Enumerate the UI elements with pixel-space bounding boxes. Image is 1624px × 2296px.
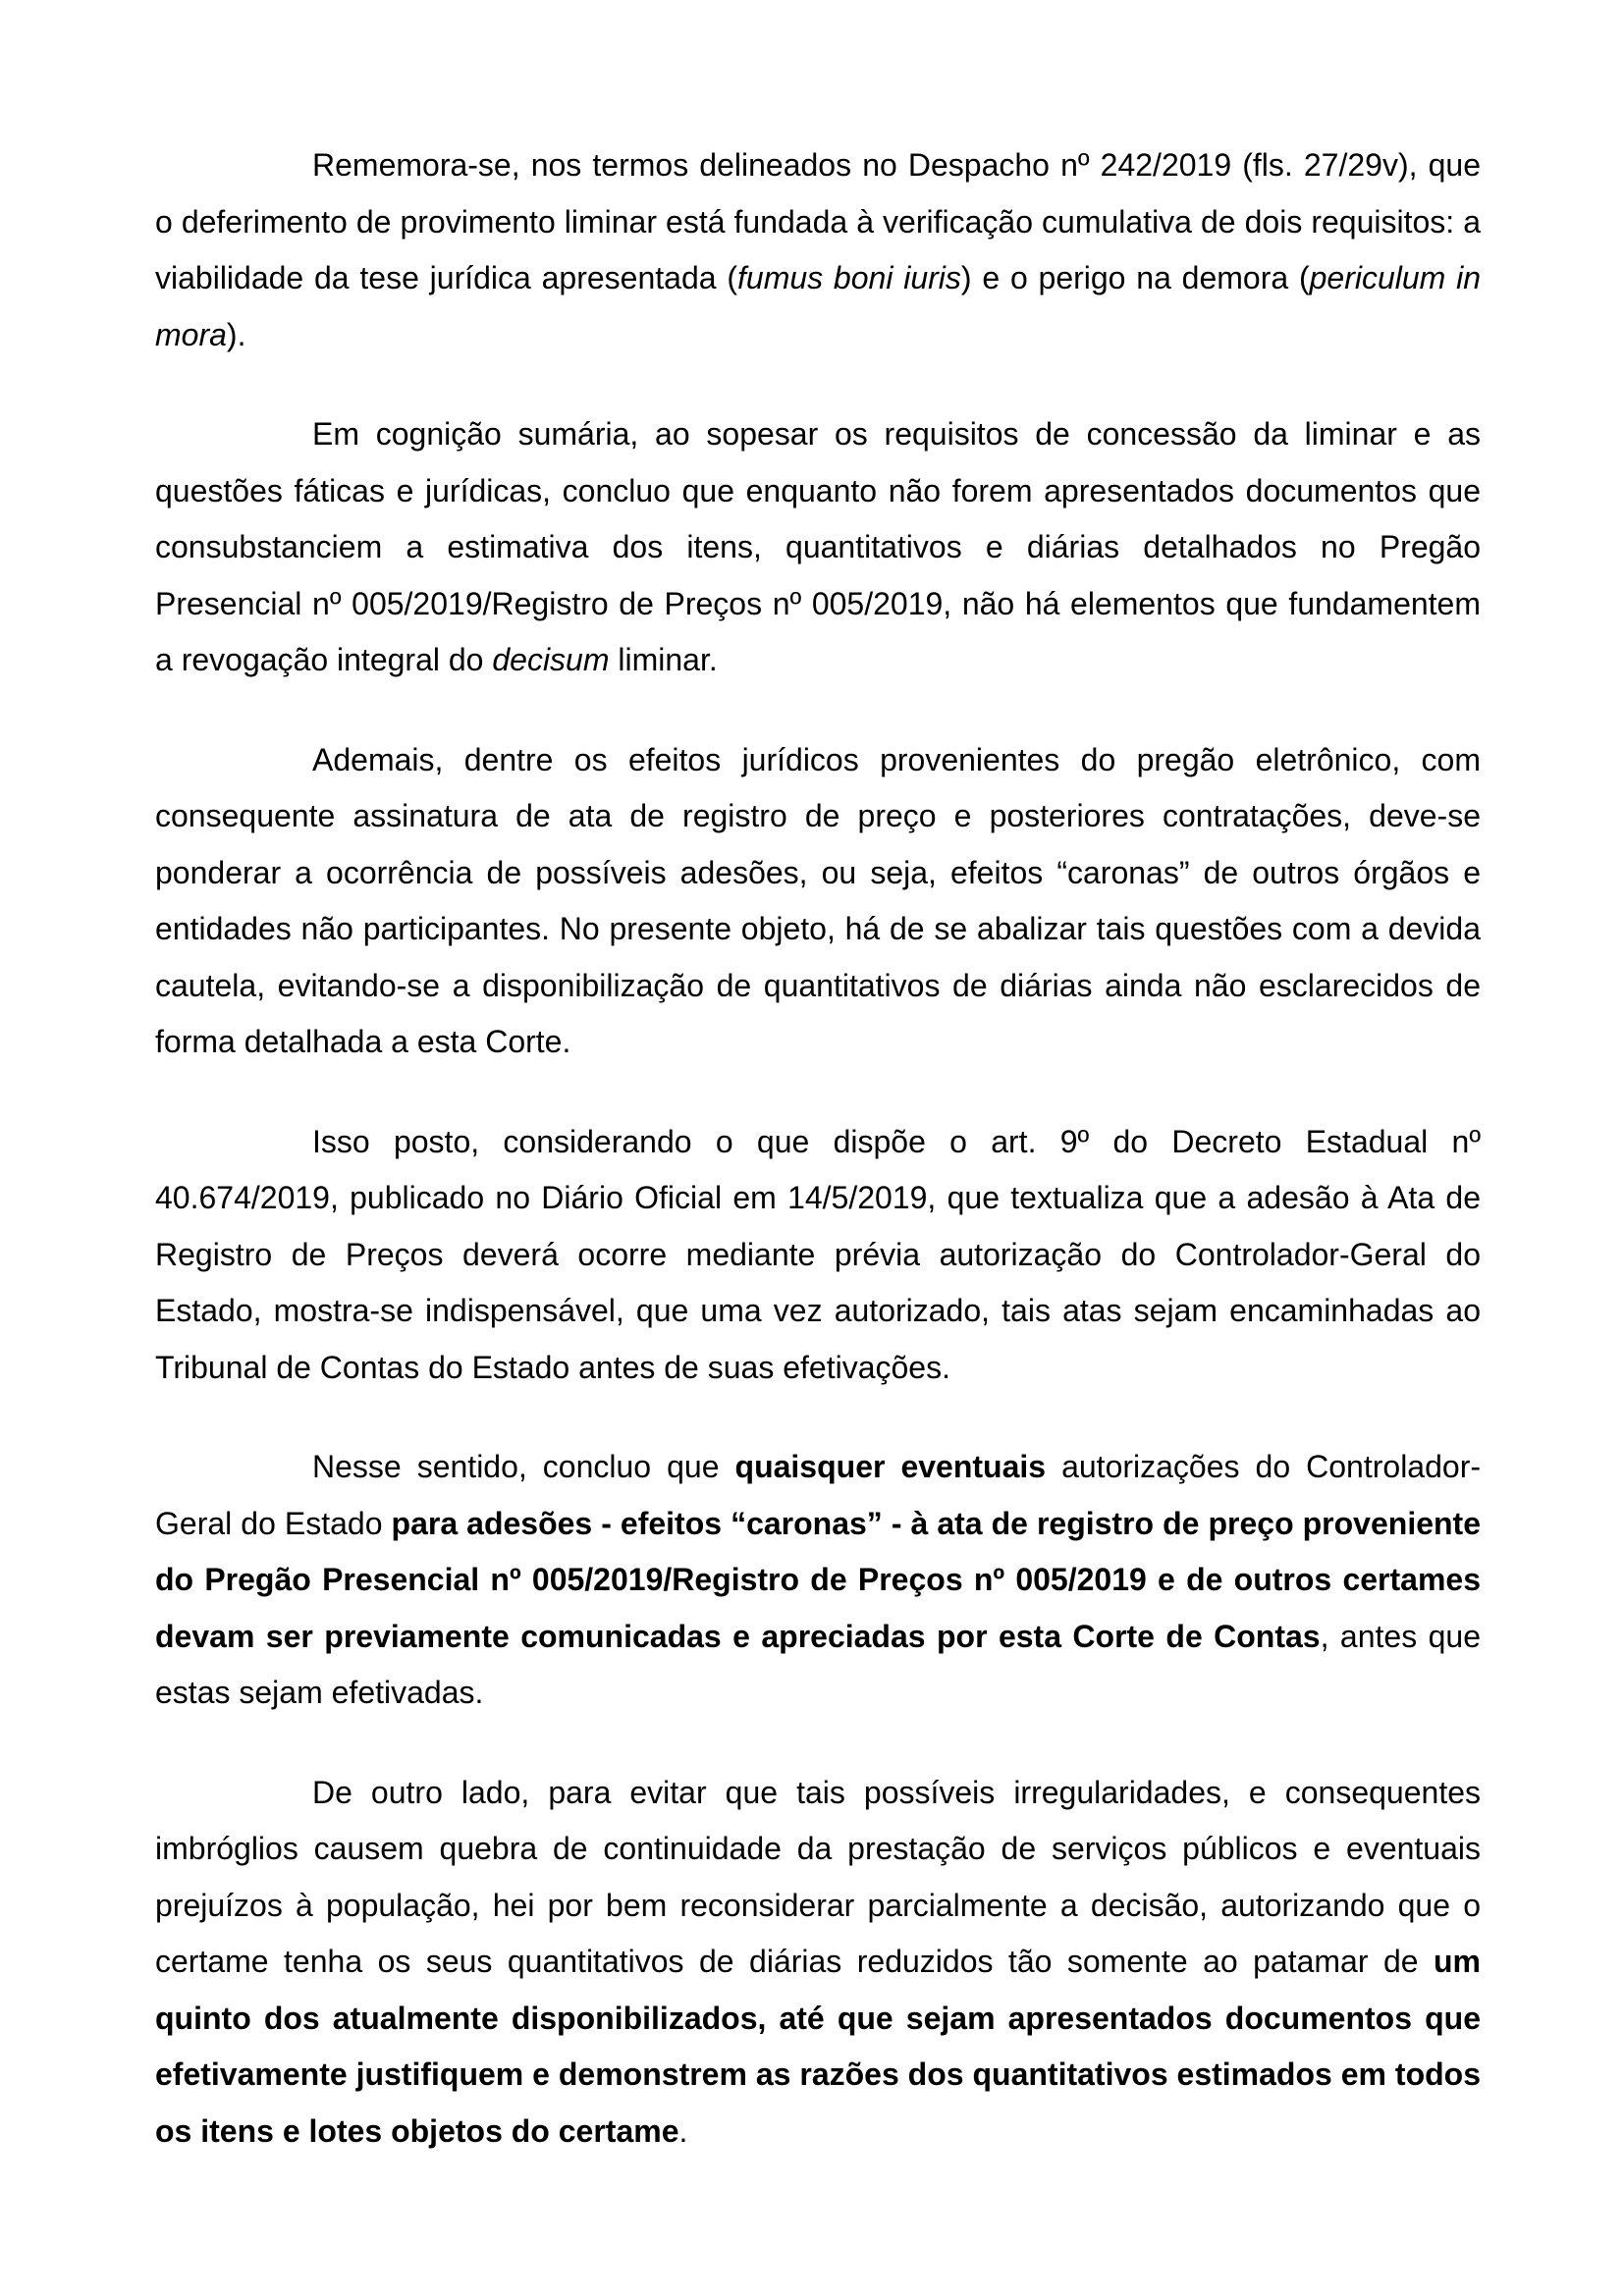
paragraph-2 [155, 406, 1481, 689]
paragraph-6 [155, 1765, 1481, 2161]
bold-text: quaisquer eventuais [734, 1449, 1047, 1484]
body-text: liminar. [609, 642, 718, 677]
body-text: De outro lado, para evitar que tais possíveis irregularidades, e consequentes imbróglios causem quebra de continuidade da prestação de serviços públicos e eventuais prejuízos à população, hei por bem reconsiderar parcialmente a decisão, autorizando que o certame tenha os seus quantitativos de diárias reduzidos tão somente ao patamar de [155, 1774, 1481, 1979]
document-body [155, 137, 1481, 2160]
body-text: . [678, 2112, 688, 2149]
paragraph-5 [155, 1439, 1481, 1722]
body-text: autorizações do Controlador-Geral do Estado [155, 1449, 1482, 1541]
body-text: , antes que estas sejam efetivadas. [155, 1618, 1482, 1710]
body-text: Em cognição sumária, ao sopesar os requisitos de concessão da liminar e as questões fáticas e jurídicas, concluo que enquanto não forem apresentados documentos que consubstanciem a estimativa dos itens, quantitativos e diárias detalhados no Pregão Presencial nº 005/2019/Registro de Preços nº 005/2019, não há elementos que fundamentem a revogação integral do [155, 416, 1481, 677]
body-text: Rememora-se, nos termos delineados no Despacho nº 242/2019 (fls. 27/29v), que o deferimento de provimento liminar está fundada à verificação cumulativa de dois requisitos: a viabilidade da tese jurídica apresentada ( [155, 147, 1481, 295]
body-text: ). [226, 316, 246, 352]
body-text: Isso posto, considerando o que dispõe o art. 9º do Decreto Estadual nº 40.674/2019, publicado no Diário Oficial em 14/5/2019, que textualiza que a adesão à Ata de Registro de Preços deverá ocorre mediante prévia autorização do Controlador-Geral do Estado, mostra-se indispensável, que uma vez autorizado, tais atas sejam encaminhadas ao Tribunal de Contas do Estado antes de suas efetivações. [155, 1123, 1481, 1385]
italic-text: decisum [492, 642, 610, 677]
paragraph-3 [155, 732, 1481, 1071]
bold-text: um quinto dos atualmente disponibilizados, até que sejam apresentados documentos que efetivamente justifiquem e demonstrem as razões dos quantitativos estimados em todos os itens e lotes objetos do certame [155, 1944, 1481, 2149]
paragraph-1 [155, 137, 1481, 363]
paragraph-4 [155, 1114, 1481, 1397]
bold-text: para adesões - efeitos “caronas” - à ata de registro de preço proveniente do Pregão Presencial nº 005/2019/Registro de Preços nº 005/2019 e de outros certames devam ser previamente comunicadas e apreciadas por esta Corte de Contas [155, 1505, 1482, 1654]
body-text: ) e o perigo na demora ( [960, 260, 1310, 295]
italic-text: fumus boni iuris [737, 260, 961, 295]
italic-text: periculum in mora [155, 260, 1482, 352]
body-text: Ademais, dentre os efeitos jurídicos provenientes do pregão eletrônico, com consequente assinatura de ata de registro de preço e posteriores contratações, deve-se ponderar a ocorrência de possíveis adesões, ou seja, efeitos “caronas” de outros órgãos e entidades não participantes. No presente objeto, há de se abalizar tais questões com a devida cautela, evitando-se a disponibilização de quantitativos de diárias ainda não esclarecidos de forma detalhada a esta Corte. [155, 741, 1481, 1059]
body-text: Nesse sentido, concluo que [312, 1449, 735, 1484]
